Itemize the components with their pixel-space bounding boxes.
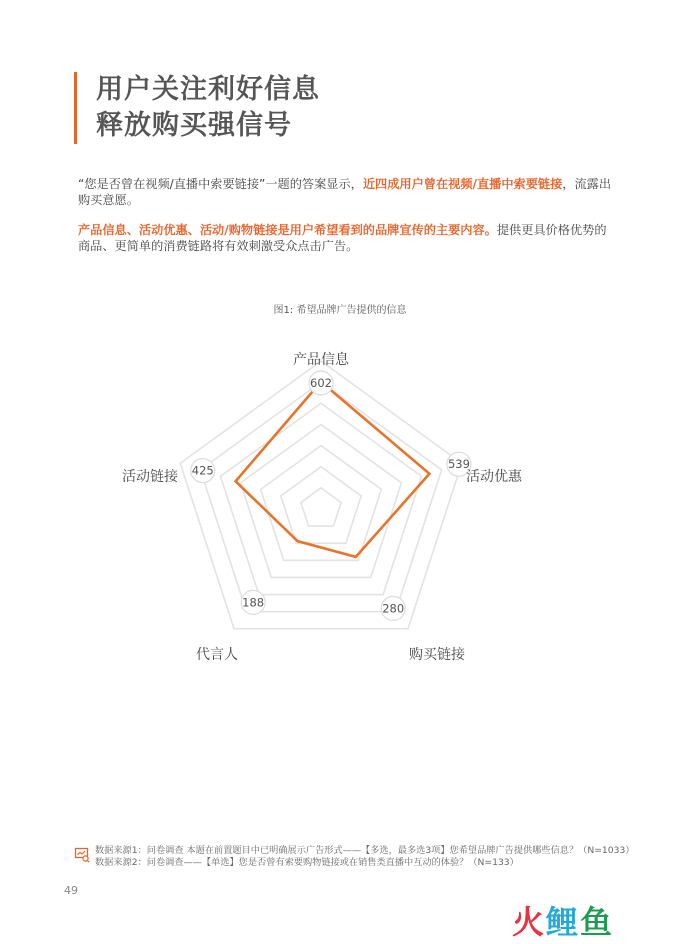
grid-ring-2: [281, 467, 361, 543]
watermark-char-3: 鱼: [580, 903, 615, 941]
grid-ring-5: [220, 403, 421, 594]
brand-watermark: [512, 897, 614, 943]
data-source-icon: [74, 847, 90, 863]
watermark-char-2: 鲤: [546, 903, 581, 941]
intro-p2-highlight: 产品信息、活动优惠、活动/购物链接是用户希望看到的品牌宣传的主要内容。: [78, 223, 497, 237]
value-label-1: 602: [310, 376, 332, 390]
series-polygon: [236, 382, 430, 557]
value-label-4: 188: [242, 595, 265, 610]
axis-label-4: 代言人: [196, 647, 238, 663]
intro-p1-text: “您是否曾在视频/直播中索要链接”一题的答案显示，: [78, 177, 363, 191]
value-label-5: 425: [191, 463, 214, 478]
chart-title: 图1: 希望品牌广告提供的信息: [273, 305, 407, 316]
title-line-1: 用户关注利好信息: [96, 74, 320, 105]
axis-label-3: 购买链接: [409, 647, 465, 663]
value-label-3: 280: [382, 601, 405, 616]
intro-p1-highlight: 近四成用户曾在视频/直播中索要链接: [362, 177, 563, 191]
intro-p1-tail: ，流露出购买意愿。: [78, 177, 612, 207]
source-line-2: 数据来源2：问卷调查——【单选】您是否曾有索要购物链接或在销售类直播中互动的体验？（N=133）: [95, 857, 519, 868]
axis-label-5: 活动链接: [122, 469, 178, 485]
intro-p2-text: 提供更具价格优势的商品、更简单的消费链路将有效刺激受众点击广告。: [78, 223, 607, 253]
watermark-char-1: 火: [512, 903, 547, 941]
grid-ring-7: [180, 361, 462, 629]
axis-label-2: 活动优惠: [466, 469, 522, 485]
source-notes: [74, 845, 635, 869]
axis-label-1: 产品信息: [293, 352, 349, 368]
source-line-1: 数据来源1：问卷调查 本题在前置题目中已明确展示广告形式——【多选，最多选3项】您希望品牌广告提供哪些信息？（N=1033）: [95, 845, 635, 856]
title-line-2: 释放购买强信号: [96, 110, 292, 141]
value-label-2: 539: [447, 457, 470, 472]
grid-ring-1: [301, 488, 341, 526]
page-number: 49: [64, 884, 78, 897]
